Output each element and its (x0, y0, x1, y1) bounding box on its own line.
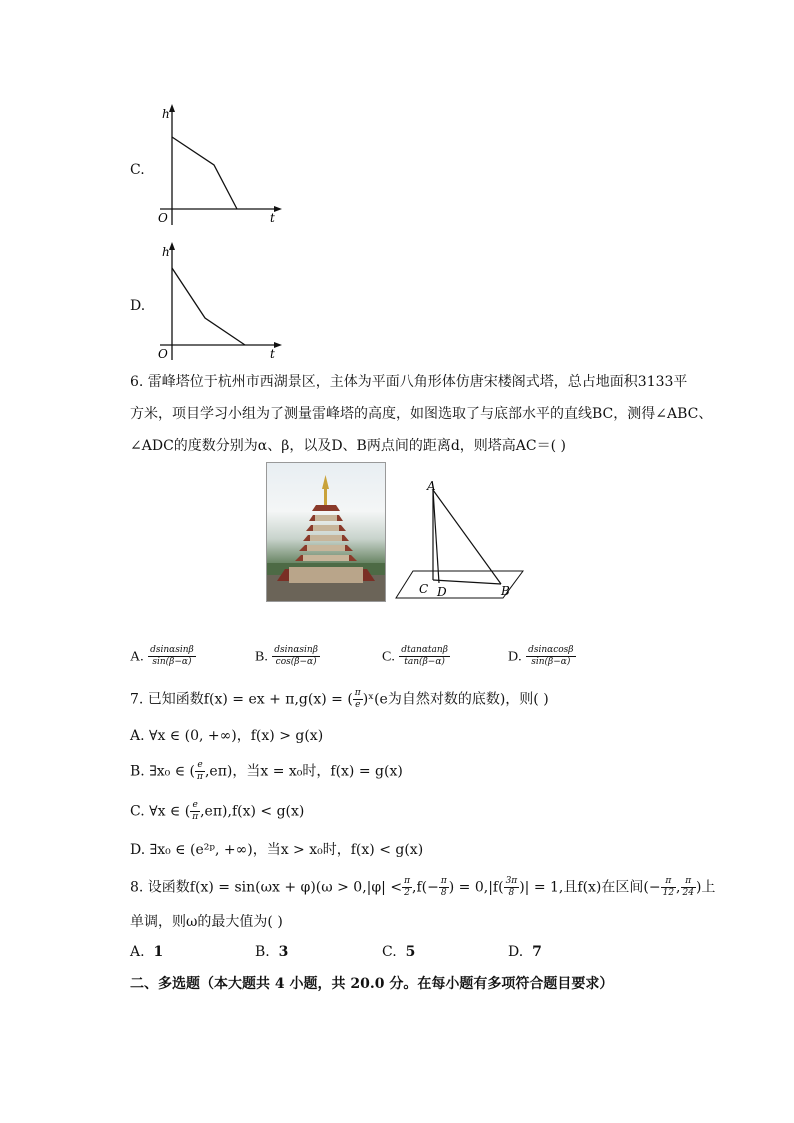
pagoda-photo (266, 462, 386, 602)
q8-option-b[interactable]: B. 3 (255, 944, 289, 960)
point-c-label: C (419, 582, 429, 596)
q6-line1: 6. 雷峰塔位于杭州市西湖景区，主体为平面八角形体仿唐宋楼阁式塔，总占地面积3133平 (130, 374, 688, 390)
point-d-label: D (437, 585, 447, 599)
q6-option-b[interactable]: B. $\frac{dsin\alpha\sin\beta}{\cos(\beta-\alpha)}$ (255, 645, 318, 667)
t-label: t (270, 347, 275, 361)
h-axis-arrow (169, 242, 175, 250)
o-label: O (158, 211, 168, 225)
option-d-label: D. (130, 298, 146, 314)
q8-option-c[interactable]: C. 5 (382, 944, 416, 960)
t-axis-arrow (274, 206, 282, 212)
pagoda-illustration (267, 463, 385, 601)
q8-option-a[interactable]: A. 1 (130, 944, 164, 960)
q6-line2: 方米，项目学习小组为了测量雷峰塔的高度，如图选取了与底部水平的直线BC，测得∠ABC、 (130, 406, 713, 422)
segment-ad (433, 490, 439, 583)
q7-option-d[interactable]: D. ∃x₀ ∈ (e²ᵖ, +∞)，当x > x₀时，f(x) < g(x) (130, 842, 424, 858)
q7-stem: 7. 已知函数f(x) = ex + π,g(x) = ( $\frac{\pi}{e}$ )ˣ(e为自然对数的底数)，则( ) (130, 688, 549, 710)
q7-option-a[interactable]: A. ∀x ∈ (0, +∞)，f(x) > g(x) (130, 728, 324, 744)
graph-d-curve (172, 268, 245, 345)
point-a-label: A (427, 479, 436, 493)
q6-option-c[interactable]: C. $\frac{dtan\alpha\tan\beta}{\tan(\beta-\alpha)}$ (382, 645, 448, 667)
graph-d (150, 238, 290, 363)
t-label: t (270, 211, 275, 225)
point-b-label: B (501, 584, 510, 598)
q8-option-d[interactable]: D. 7 (508, 944, 542, 960)
h-label: h (162, 245, 170, 259)
q7-option-c[interactable]: C. ∀x ∈ ( $\frac{e}{\pi}$ ,eπ),f(x) < g(x) (130, 800, 305, 822)
q8-line2: 单调，则ω的最大值为( ) (130, 914, 283, 930)
o-label: O (158, 347, 168, 361)
t-axis-arrow (274, 342, 282, 348)
h-axis-arrow (169, 104, 175, 112)
segment-ab (433, 490, 501, 584)
graph-c-curve (172, 137, 237, 209)
q6-line3: ∠ADC的度数分别为α、β，以及D、B两点间的距离d，则塔高AC＝( ) (130, 438, 566, 454)
h-label: h (162, 107, 170, 121)
q6-option-d[interactable]: D. $\frac{dsin\alpha\cos\beta}{\sin(\beta-\alpha)}$ (508, 645, 574, 667)
geometry-figure (393, 476, 529, 602)
q6-option-a[interactable]: A. $\frac{dsin\alpha\sin\beta}{\sin(\beta-\alpha)}$ (130, 645, 194, 667)
q7-option-b[interactable]: B. ∃x₀ ∈ ( $\frac{e}{\pi}$ ,eπ)，当x = x₀时，f(x) = g(x) (130, 760, 403, 782)
section-heading: 二、多选题（本大题共 4 小题，共 20.0 分。在每小题有多项符合题目要求） (130, 976, 614, 992)
graph-c (150, 100, 290, 230)
option-c-label: C. (130, 162, 145, 178)
segment-cb (433, 580, 501, 584)
q8-line1: 8. 设函数f(x) = sin(ωx + φ)(ω > 0,|φ| < $\frac{\pi}{2}$ ,f(− $\frac{\pi}{8}$ ) = 0,|f( $\frac{3\pi}{8}$ )| = 1,且f(x)在区间(− $\frac{\pi}{12}$ , $\frac{\pi}{24}$ )上 (130, 876, 716, 898)
